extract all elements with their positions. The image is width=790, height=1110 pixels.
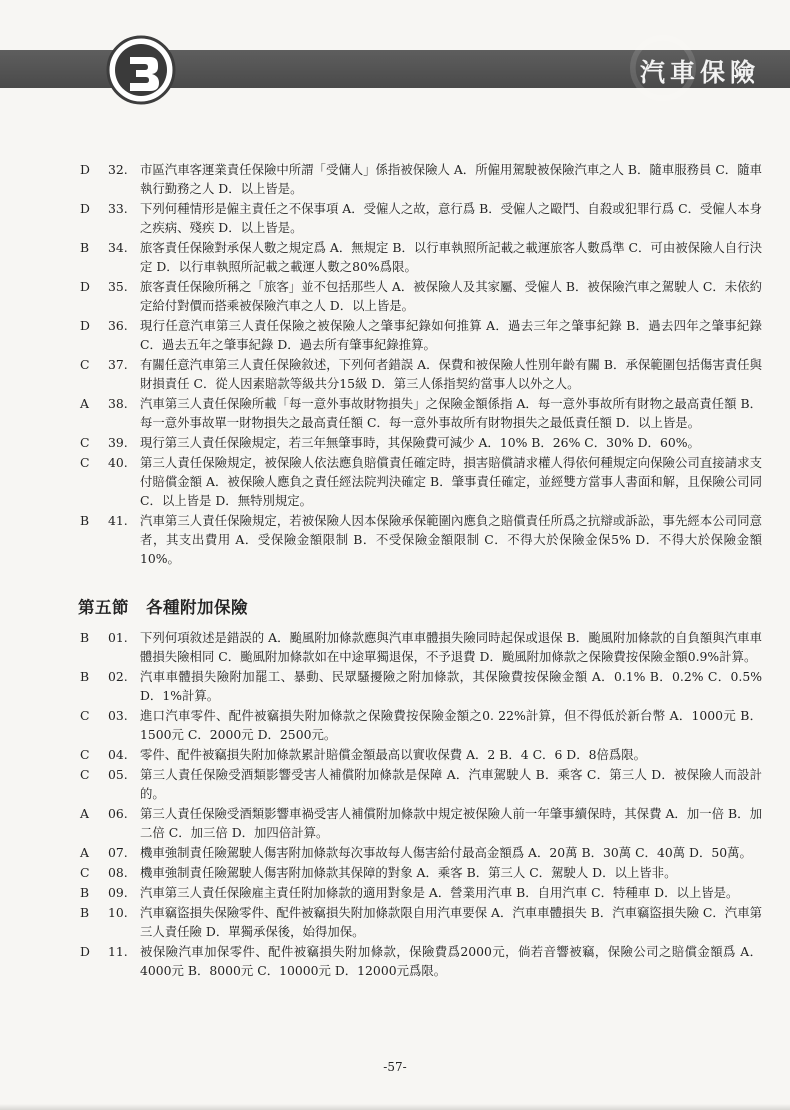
answer-letter: C [80,455,90,470]
answer-letter: C [80,865,90,880]
question-text: 旅客責任保險對承保人數之規定爲 A．無規定 B．以行車執照所記載之載運旅客人數爲準 C．可由被保險人自行決定 D．以行車執照所記載之載運人數之80%爲限。 [140,240,762,274]
question-number: 08. [108,865,128,880]
answer-letter: B [80,905,90,920]
answer-letter: D [80,944,90,959]
question-item [0,277,790,315]
question-item [0,453,790,510]
question-number: 32. [108,162,128,177]
question-item [0,765,790,803]
question-text: 機車強制責任險駕駛人傷害附加條款其保障的對象 A．乘客 B．第三人 C．駕駛人 D．以上皆非。 [140,865,677,880]
question-number: 33. [108,201,128,216]
question-text: 現行任意汽車第三人責任保險之被保險人之肇事紀錄如何推算 A．過去三年之肇事紀錄 B．過去四年之肇事紀錄 C．過去五年之肇事紀錄 D．過去所有肇事紀錄推算。 [140,318,762,352]
question-number: 06. [108,806,128,821]
question-text: 第三人責任保險規定，被保險人依法應負賠償責任確定時，損害賠償請求權人得依何種規定向保險公司直接請求支付賠償金額 A．被保險人應負之責任經法院判決確定 B．肇事責任確定，並經雙方當事人書面和解，且保險公司同 C．以上皆是 D．無特別規定。 [140,455,762,508]
question-text: 進口汽車零件、配件被竊損失附加條款之保險費按保險金額之0. 22%計算，但不得低於新台幣 A．1000元 B．1500元 C．2000元 D．2500元。 [140,708,762,742]
question-item [0,883,790,902]
answer-letter: D [80,279,90,294]
question-number: 41. [108,513,128,528]
question-item [0,511,790,568]
question-item [0,745,790,764]
question-list-section1 [0,160,790,569]
question-list-section2 [0,628,790,981]
question-number: 03. [108,708,128,723]
question-text: 機車強制責任險駕駛人傷害附加條款每次事故每人傷害給付最高金額爲 A．20萬 B．30萬 C．40萬 D．50萬。 [140,845,752,860]
question-text: 零件、配件被竊損失附加條款累計賠償金額最高以實收保費 A．2 B．4 C．6 D．8倍爲限。 [140,747,647,762]
question-item [0,394,790,432]
question-item [0,843,790,862]
answer-letter: C [80,747,90,762]
question-number: 05. [108,767,128,782]
answer-letter: A [80,396,89,411]
question-item [0,433,790,452]
question-text: 汽車第三人責任保險雇主責任附加條款的適用對象是 A．營業用汽車 B．自用汽車 C．特種車 D．以上皆是。 [140,885,739,900]
question-text: 現行第三人責任保險規定，若三年無肇事時，其保險費可減少 A．10% B．26% C．30% D．60%。 [140,435,700,450]
question-number: 11. [108,944,128,959]
answer-letter: C [80,435,90,450]
question-item [0,804,790,842]
page-title: 汽車保險 [639,58,760,87]
answer-letter: B [80,669,90,684]
answer-letter: D [80,201,90,216]
answer-letter: D [80,318,90,333]
answer-letter: C [80,708,90,723]
question-number: 36. [108,318,128,333]
question-item [0,199,790,237]
answer-letter: B [80,630,90,645]
question-text: 被保險汽車加保零件、配件被竊損失附加條款，保險費爲2000元，倘若音響被竊，保險公司之賠償金額爲 A．4000元 B．8000元 C．10000元 D．12000元爲限。 [140,944,762,978]
question-number: 35. [108,279,128,294]
page-number: -57- [383,1060,407,1074]
question-number: 10. [108,905,128,920]
question-text: 旅客責任保險所稱之「旅客」並不包括那些人 A．被保險人及其家屬、受僱人 B．被保險汽車之駕駛人 C．未依約定給付對價而搭乘被保險汽車之人 D．以上皆是。 [140,279,762,313]
question-item [0,160,790,198]
logo-icon [106,35,176,105]
question-item [0,238,790,276]
question-text: 下列何項敘述是錯誤的 A．颱風附加條款應與汽車車體損失險同時起保或退保 B．颱風附加條款的自負額與汽車車體損失險相同 C．颱風附加條款如在中途單獨退保，不予退費 D．颱風附加條款之保險費按保險金額0.9%計算。 [140,630,762,664]
question-number: 02. [108,669,128,684]
answer-letter: D [80,162,90,177]
question-text: 汽車竊盜損失保險零件、配件被竊損失附加條款限自用汽車要保 A．汽車車體損失 B．汽車竊盜損失險 C．汽車第三人責任險 D．單獨承保後，始得加保。 [140,905,762,939]
question-item [0,942,790,980]
answer-letter: B [80,240,90,255]
question-item [0,355,790,393]
question-text: 汽車第三人責任保險所載「每一意外事故財物損失」之保險金額係指 A．每一意外事故所有財物之最高責任額 B．每一意外事故單一財物損失之最高責任額 C．每一意外事故所有財物損失之最低責任額 D．以上皆是。 [140,396,762,430]
question-text: 汽車車體損失險附加罷工、暴動、民眾騷擾險之附加條款，其保險費按保險金額 A．0.1% B．0.2% C．0.5% D．1%計算。 [140,669,762,703]
question-item [0,863,790,882]
question-item [0,667,790,705]
question-item [0,316,790,354]
question-number: 09. [108,885,128,900]
question-text: 第三人責任保險受酒類影響車禍受害人補償附加條款中規定被保險人前一年肇事續保時，其保費 A．加一倍 B．加二倍 C．加三倍 D．加四倍計算。 [140,806,762,840]
answer-letter: B [80,885,90,900]
question-number: 37. [108,357,128,372]
question-number: 07. [108,845,128,860]
page-edge [0,1104,790,1110]
question-item [0,903,790,941]
question-text: 有關任意汽車第三人責任保險敘述，下列何者錯誤 A．保費和被保險人性別年齡有關 B．承保範圍包括傷害責任與財損責任 C．從人因素賠款等級共分15級 D．第三人係指契約當事人以外之人。 [140,357,762,391]
question-number: 01. [108,630,128,645]
question-item [0,628,790,666]
question-number: 34. [108,240,128,255]
question-text: 下列何種情形是僱主責任之不保事項 A．受僱人之故，意行爲 B．受僱人之毆鬥、自殺或犯罪行爲 C．受僱人本身之疾病、殘疾 D．以上皆是。 [140,201,762,235]
answer-letter: C [80,357,90,372]
question-item [0,706,790,744]
answer-letter: A [80,806,89,821]
question-number: 04. [108,747,128,762]
answer-letter: B [80,513,90,528]
answer-letter: A [80,845,89,860]
section-heading: 第五節 各種附加保險 [78,598,248,617]
question-text: 市區汽車客運業責任保險中所謂「受傭人」係指被保險人 A．所僱用駕駛被保險汽車之人 B．隨車服務員 C．隨車執行勤務之人 D．以上皆是。 [140,162,762,196]
question-number: 40. [108,455,128,470]
question-text: 汽車第三人責任保險規定，若被保險人因本保險承保範圍內應負之賠償責任所爲之抗辯或訴訟，事先經本公司同意者，其支出費用 A．受保險金額限制 B．不受保險金額限制 C．不得大於保險金保5% D．不得大於保險金額10%。 [140,513,762,566]
question-text: 第三人責任保險受酒類影響受害人補償附加條款是保障 A．汽車駕駛人 B．乘客 C．第三人 D．被保險人而設計的。 [140,767,762,801]
question-number: 39. [108,435,128,450]
question-number: 38. [108,396,128,411]
answer-letter: C [80,767,90,782]
